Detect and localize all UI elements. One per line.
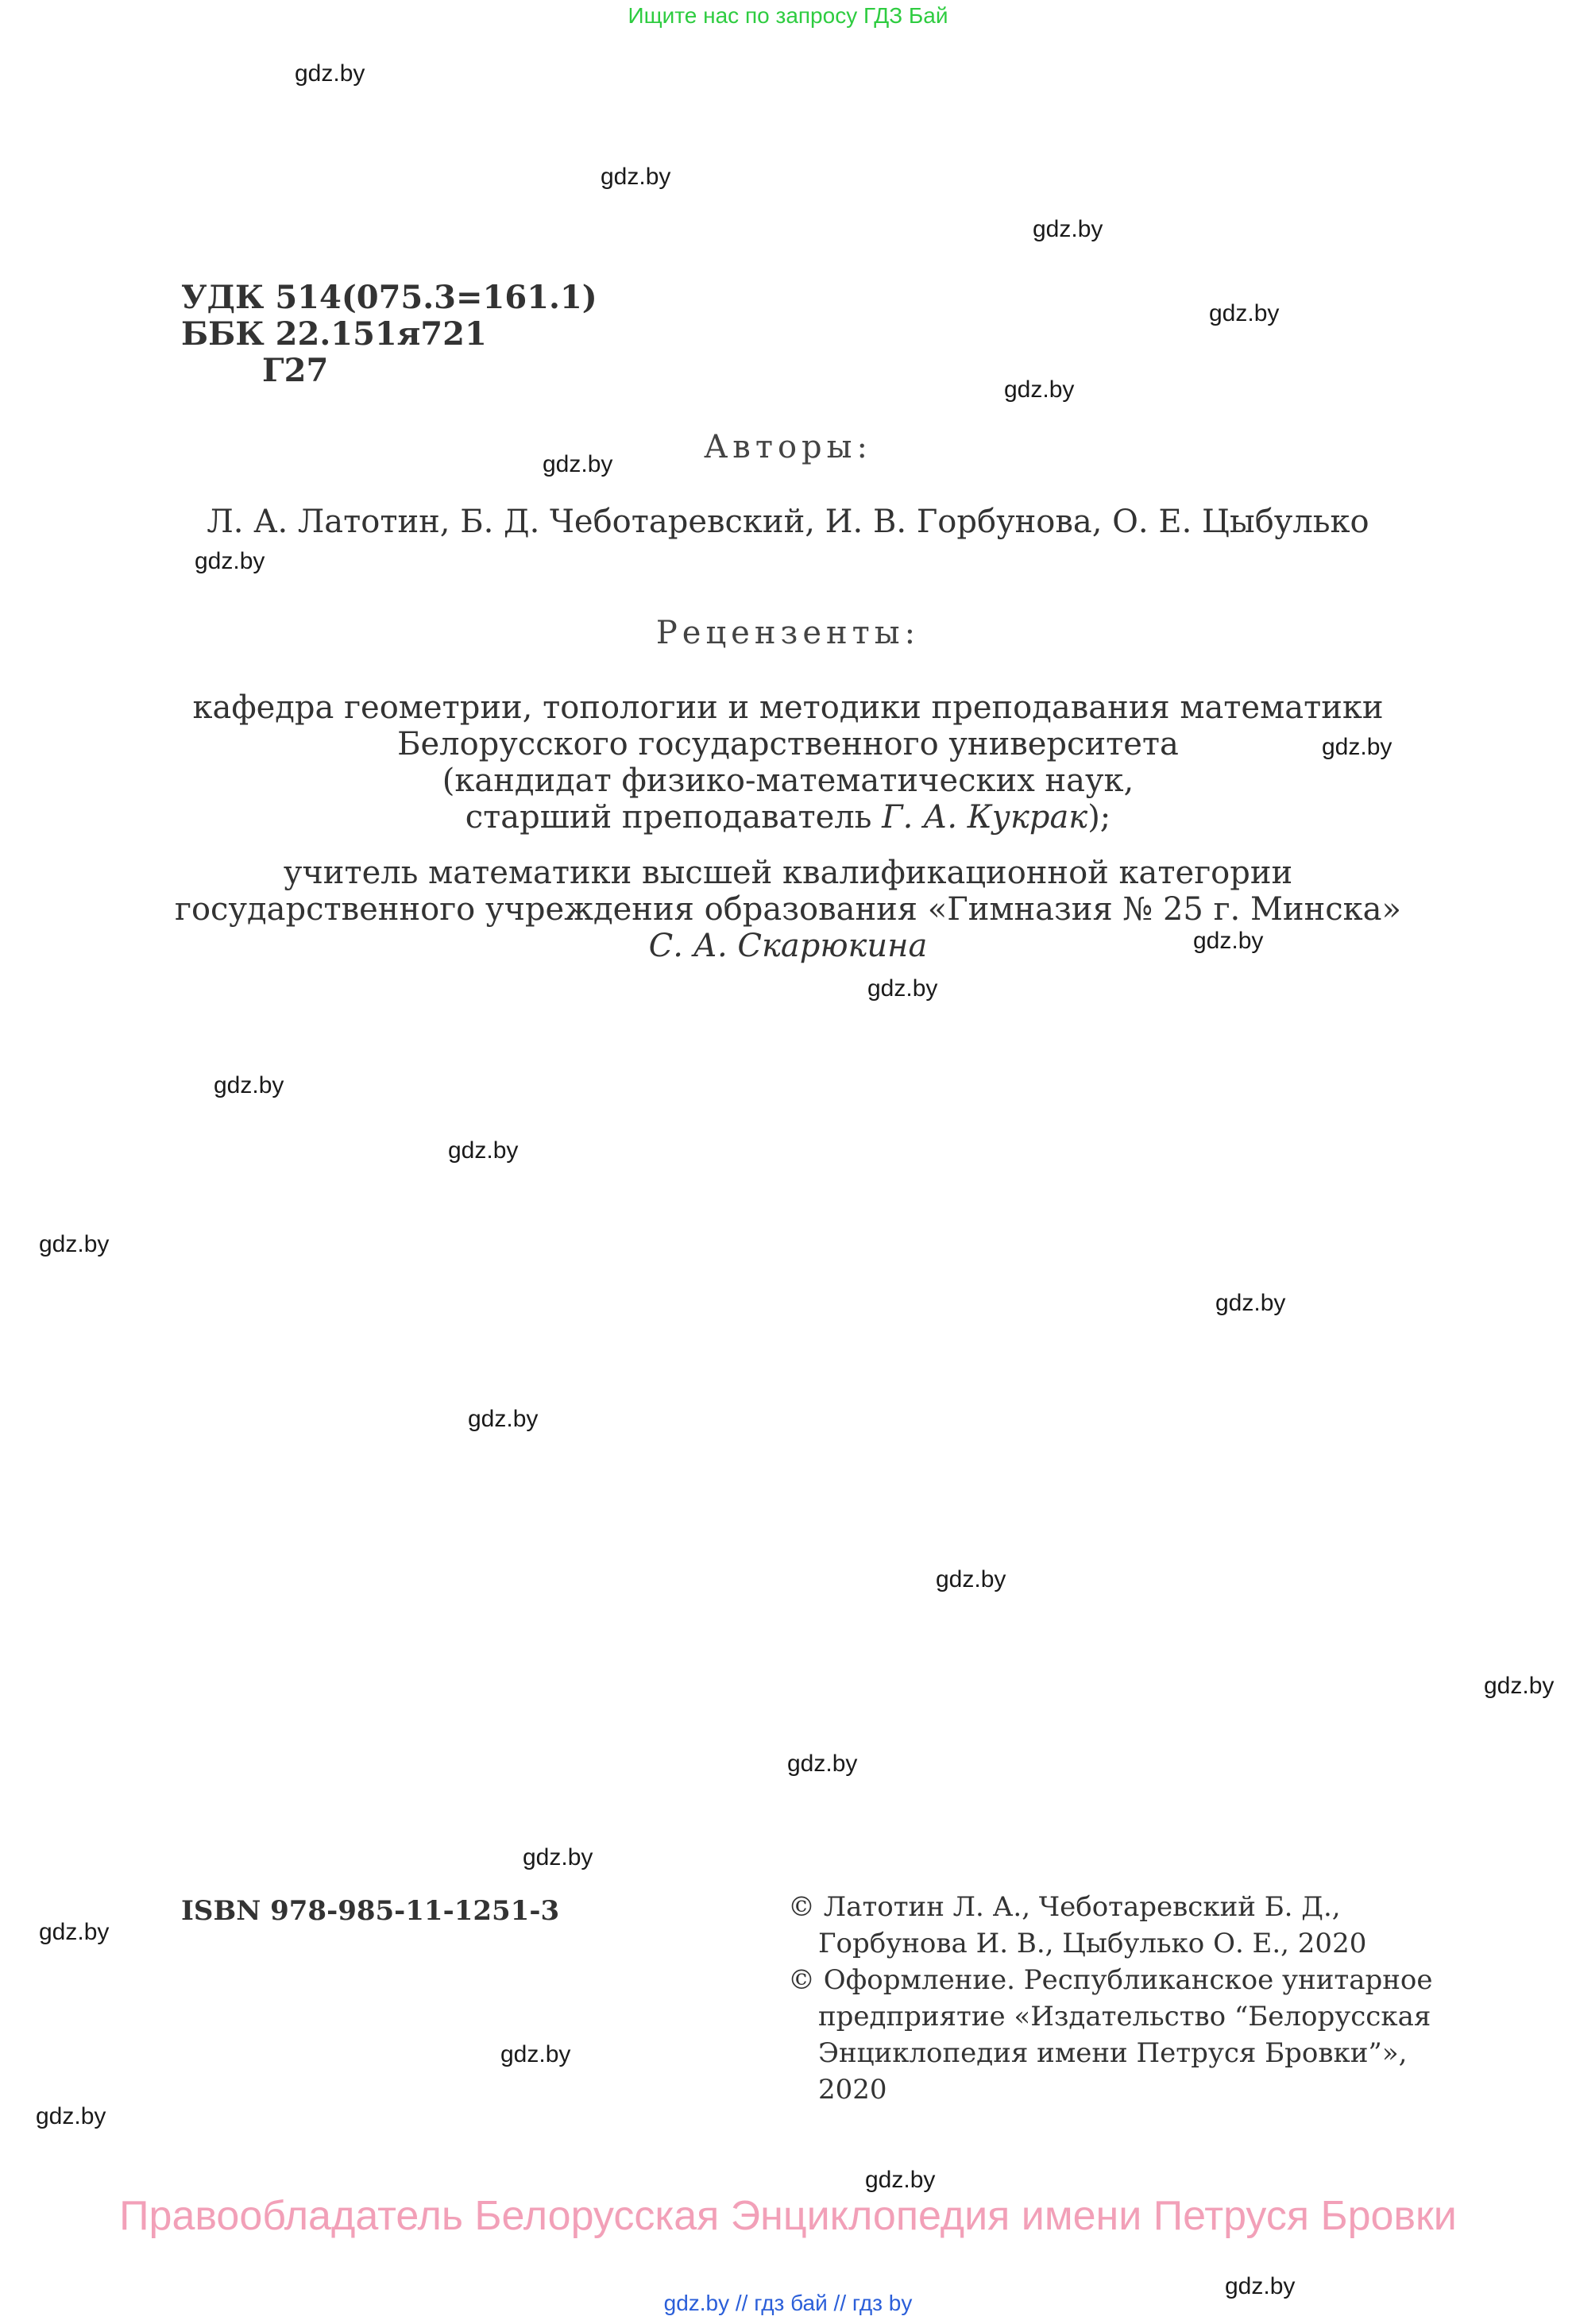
authors-heading: Авторы: <box>704 429 872 465</box>
watermark: gdz.by <box>601 164 671 190</box>
reviewers-heading: Рецензенты: <box>655 615 921 651</box>
copyright-line: 2020 <box>818 2074 887 2106</box>
reviewer-first-line: (кандидат физико-математических наук, <box>442 762 1134 799</box>
reviewer-first-suffix: ); <box>1087 799 1111 836</box>
watermark: gdz.by <box>214 1072 284 1098</box>
classification-block <box>181 280 597 389</box>
watermark: gdz.by <box>1004 376 1075 403</box>
reviewer-first-line: кафедра геометрии, топологии и методики преподавания математики <box>192 689 1384 726</box>
copyright-line: предприятие «Издательство “Белорусская <box>818 2001 1431 2033</box>
authors-names: Л. А. Латотин, Б. Д. Чеботаревский, И. В. Горбунова, О. Е. Цыбулько <box>207 504 1369 540</box>
watermark: gdz.by <box>1225 2273 1296 2299</box>
reviewer-first-line <box>0 799 1576 836</box>
bbk-code: ББК 22.151я721 <box>181 315 487 353</box>
watermark: gdz.by <box>39 1231 110 1257</box>
copyright-block <box>788 1889 1432 2108</box>
watermark: gdz.by <box>936 1566 1006 1592</box>
reviewer-second-name <box>0 928 1576 964</box>
watermark: gdz.by <box>1484 1673 1555 1699</box>
rights-holder: Правообладатель Белорусская Энциклопедия имени Петруся Бровки <box>119 2193 1457 2239</box>
bottom-links[interactable]: gdz.by // гдз бай // гдз by <box>663 2291 913 2315</box>
reviewer-first-name: Г. А. Кукрак <box>882 799 1088 836</box>
watermark: gdz.by <box>787 1751 858 1777</box>
author-mark: Г27 <box>262 352 329 389</box>
copyright-line: Энциклопедия имени Петруся Бровки”», <box>818 2037 1408 2069</box>
watermark: gdz.by <box>1209 300 1280 326</box>
isbn: ISBN 978-985-11-1251-3 <box>181 1895 560 1927</box>
copyright-line: Горбунова И. В., Цыбулько О. Е., 2020 <box>818 1928 1367 1959</box>
watermark: gdz.by <box>195 548 265 574</box>
reviewer-second-line: государственного учреждения образования «Гимназия № 25 г. Минска» <box>175 891 1401 928</box>
watermark: gdz.by <box>523 1844 593 1870</box>
reviewer-second <box>0 855 1576 964</box>
watermark: gdz.by <box>865 2167 936 2193</box>
watermark: gdz.by <box>867 975 938 1002</box>
reviewer-first-line: Белорусского государственного университета <box>397 726 1179 762</box>
top-banner: Ищите нас по запросу ГДЗ Бай <box>628 3 948 28</box>
watermark: gdz.by <box>1322 734 1393 760</box>
watermark: gdz.by <box>1033 216 1103 242</box>
watermark: gdz.by <box>295 60 365 87</box>
reviewer-second-line: учитель математики высшей квалификационной категории <box>283 855 1293 891</box>
watermark: gdz.by <box>1193 928 1264 954</box>
watermark: gdz.by <box>39 1919 110 1945</box>
watermark: gdz.by <box>500 2041 571 2067</box>
watermark: gdz.by <box>468 1406 539 1432</box>
udk-code: УДК 514(075.3=161.1) <box>181 279 597 316</box>
watermark: gdz.by <box>543 451 613 477</box>
reviewer-first <box>0 689 1576 836</box>
copyright-line: © Латотин Л. А., Чеботаревский Б. Д., <box>788 1891 1341 1923</box>
reviewer-second-name-text: С. А. Скарюкина <box>648 928 928 964</box>
watermark: gdz.by <box>36 2103 106 2129</box>
watermark: gdz.by <box>448 1137 519 1164</box>
watermark: gdz.by <box>1215 1290 1286 1316</box>
reviewer-first-prefix: старший преподаватель <box>465 799 883 836</box>
copyright-line: © Оформление. Республиканское унитарное <box>788 1964 1433 1996</box>
